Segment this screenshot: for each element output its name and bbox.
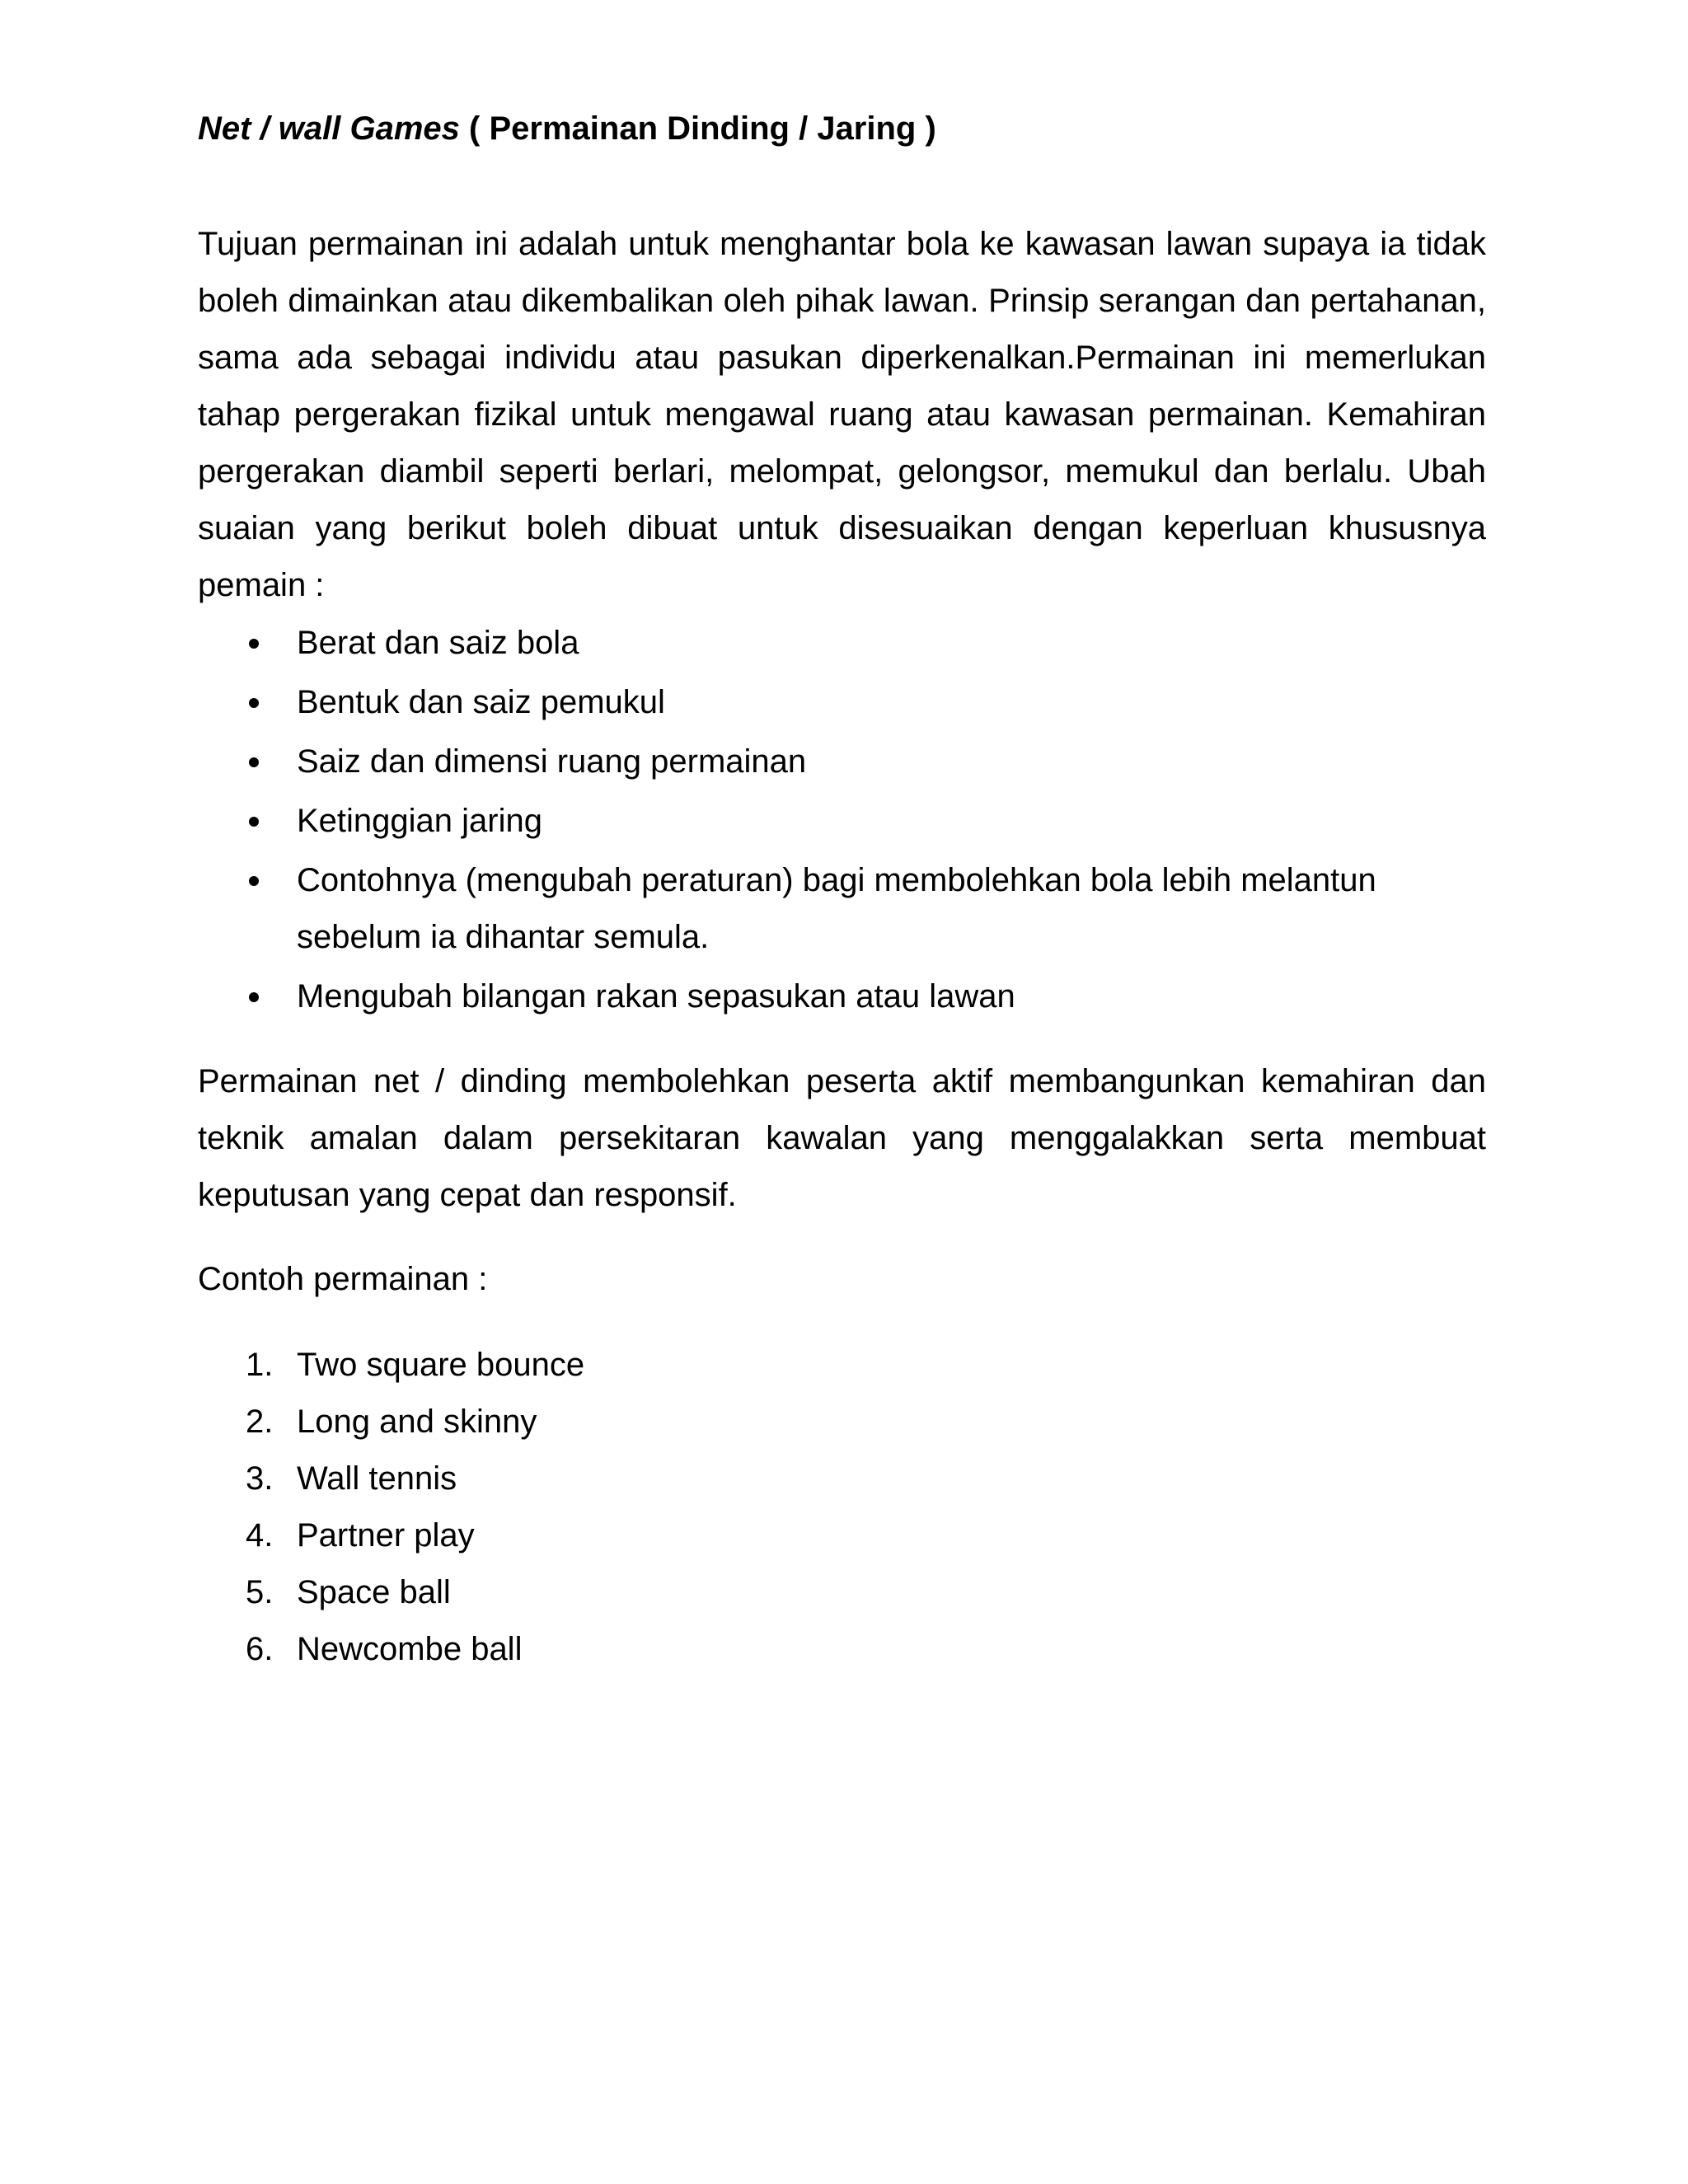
bullet-text: Bentuk dan saiz pemukul [297,684,665,720]
closing-paragraph: Permainan net / dinding membolehkan peserta aktif membangunkan kemahiran dan teknik amalan dalam persekitaran kawalan yang menggalakkan serta membuat keputusan yang cepat dan responsif. [198,1063,1486,1213]
example-number: 4. [246,1517,274,1554]
bullet-item [198,852,1467,966]
bullet-item [198,733,1486,790]
bullet-item [198,968,1486,1025]
examples-numbered-list [198,1337,1486,1678]
example-text: Long and skinny [297,1404,537,1440]
bullet-dot-icon [249,817,259,827]
intro-paragraph: Tujuan permainan ini adalah untuk menghantar bola ke kawasan lawan supaya ia tidak boleh dimainkan atau dikembalikan oleh pihak lawan. Prinsip serangan dan pertahanan, sama ada sebagai individu atau pasukan diperkenalkan.Permainan ini memerlukan tahap pergerakan fizikal untuk mengawal ruang atau kawasan permainan. Kemahiran pergerakan diambil seperti berlari, melompat, gelongsor, memukul dan berlalu. Ubah suaian yang berikut boleh dibuat untuk disesuaikan dengan keperluan khususnya pemain : [198,226,1486,603]
heading-italic-part: Net / wall Games [198,110,460,147]
example-text: Wall tennis [297,1460,457,1497]
example-item [198,1621,1486,1678]
bullet-dot-icon [249,698,259,708]
bullet-dot-icon [249,992,259,1002]
example-text: Two square bounce [297,1347,585,1383]
example-item [198,1451,1486,1507]
example-item [198,1394,1486,1451]
example-item [198,1337,1486,1394]
example-text: Space ball [297,1574,451,1610]
example-number: 2. [246,1404,274,1440]
bullet-text: Ketinggian jaring [297,803,542,839]
examples-label: Contoh permainan : [198,1261,488,1297]
example-text: Partner play [297,1517,475,1554]
bullet-dot-icon [249,876,259,886]
bullet-item [198,793,1486,850]
bullet-text: Contohnya (mengubah peraturan) bagi membolehkan bola lebih melantun sebelum ia dihantar semula. [297,862,1376,955]
modification-bullet-list [198,615,1486,1028]
bullet-text: Mengubah bilangan rakan sepasukan atau lawan [297,978,1015,1015]
example-text: Newcombe ball [297,1631,523,1667]
document-page [198,0,1486,2184]
bullet-text: Berat dan saiz bola [297,625,579,661]
bullet-text: Saiz dan dimensi ruang permainan [297,743,807,780]
example-item [198,1507,1486,1564]
bullet-item [198,615,1486,672]
heading-rest: ( Permainan Dinding / Jaring ) [459,110,936,147]
example-number: 5. [246,1574,274,1610]
document-heading [198,105,936,152]
example-item [198,1564,1486,1621]
example-number: 3. [246,1460,274,1497]
bullet-dot-icon [249,639,259,649]
bullet-dot-icon [249,757,259,767]
bullet-item [198,674,1486,731]
example-number: 6. [246,1631,274,1667]
example-number: 1. [246,1347,274,1383]
